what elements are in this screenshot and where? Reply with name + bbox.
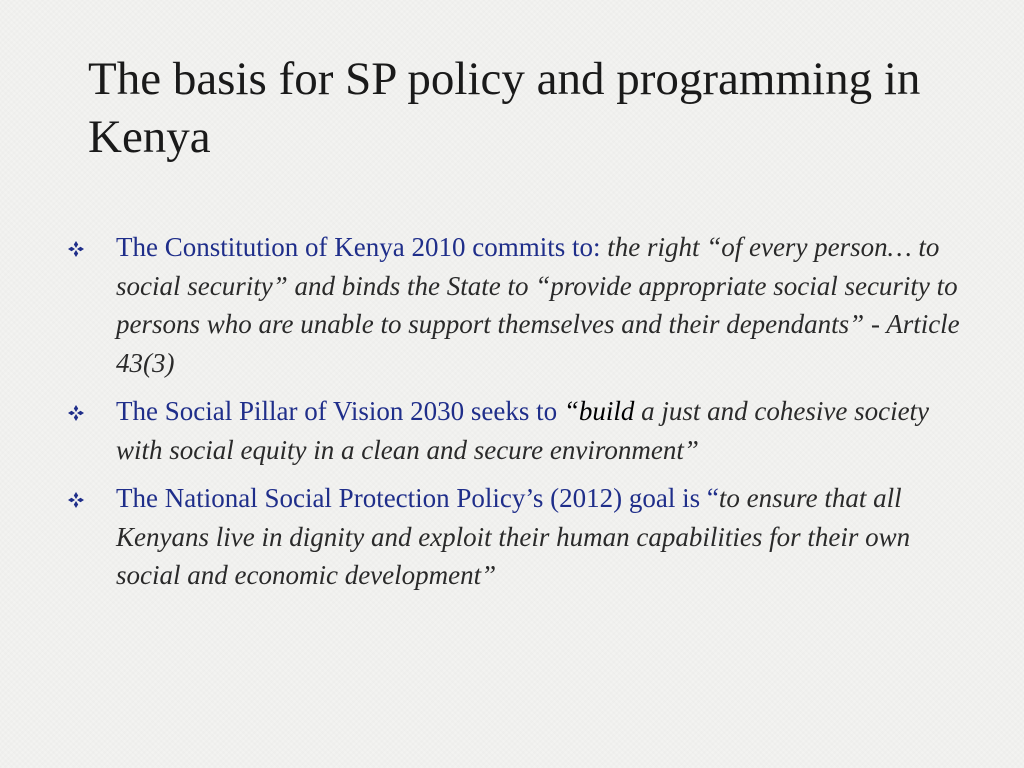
four-diamond-bullet-icon bbox=[68, 405, 84, 421]
bullet-item-nsp-policy bbox=[68, 479, 968, 595]
bullet-item-constitution bbox=[68, 228, 968, 382]
bullet-quote-text: a just and cohesive society with social equity in a clean and secure environment” bbox=[116, 396, 930, 465]
bullet-lead-text: The Social Pillar of Vision 2030 seeks to bbox=[116, 396, 564, 426]
four-diamond-bullet-icon bbox=[68, 241, 84, 257]
bullet-lead-text: The National Social Protection Policy’s (2012) goal is “ bbox=[116, 483, 719, 513]
bullet-quote-text: to ensure that all Kenyans live in dignity and exploit their human capabilities for their own social and economic development” bbox=[116, 483, 911, 590]
bullet-lead-text: The Constitution of Kenya 2010 commits to: bbox=[116, 232, 608, 262]
four-diamond-bullet-icon bbox=[68, 492, 84, 508]
slide-title: The basis for SP policy and programming in Kenya bbox=[88, 53, 921, 163]
bullet-list bbox=[68, 228, 968, 605]
bullet-quote-text: the right “of every person… to social security” and binds the State to “provide appropriate social security to persons who are unable to support themselves and their dependants” - Article 43(3) bbox=[116, 232, 960, 378]
bullet-item-vision-2030 bbox=[68, 392, 968, 469]
bullet-emphasis-text: “build bbox=[563, 396, 635, 426]
